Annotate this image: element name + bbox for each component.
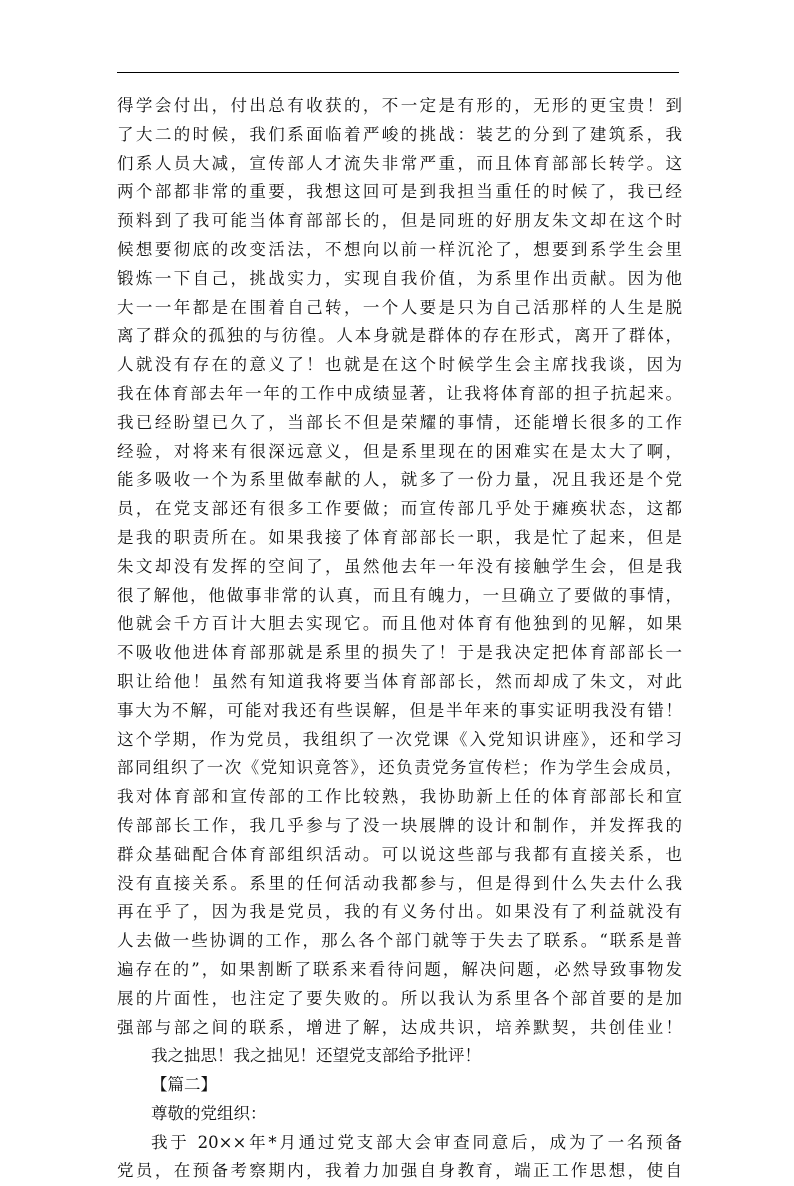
header-rule [117, 72, 679, 73]
text-line: 经验，对将来有很深远意义，但是系里现在的困难实在是太大了啊， [117, 441, 682, 461]
text-line: 遍存在的”，如果割断了联系来看待问题，解决问题，必然导致事物发 [117, 959, 682, 979]
text-line: 职让给他！虽然有知道我将要当体育部部长，然而却成了朱文，对此 [117, 671, 682, 691]
text-line: 能多吸收一个为系里做奉献的人，就多了一份力量，况且我还是个党 [117, 470, 682, 490]
text-line: 不吸收他进体育部那就是系里的损失了！于是我决定把体育部部长一 [117, 643, 682, 663]
text-line: 候想要彻底的改变活法，不想向以前一样沉沦了，想要到系学生会里 [117, 239, 682, 259]
text-line: 展的片面性，也注定了要失败的。所以我认为系里各个部首要的是加 [117, 988, 682, 1008]
text-line: 强部与部之间的联系，增进了解，达成共识，培养默契，共创佳业！ [117, 1017, 682, 1037]
section-heading: 【篇二】 [151, 1075, 217, 1095]
document-body [117, 92, 682, 1186]
text-line: 朱文却没有发挥的空间了，虽然他去年一年没有接触学生会，但是我 [117, 556, 682, 576]
text-line: 他就会千方百计大胆去实现它。而且他对体育有他独到的见解，如果 [117, 614, 682, 634]
text-line: 离了群众的孤独的与彷徨。人本身就是群体的存在形式，离开了群体， [117, 326, 682, 346]
text-line: 传部部长工作，我几乎参与了没一块展牌的设计和制作，并发挥我的 [117, 815, 682, 835]
text-line: 部同组织了一次《党知识竟答》，还负责党务宣传栏；作为学生会成员， [117, 758, 682, 778]
text-line: 我已经盼望已久了，当部长不但是荣耀的事情，还能增长很多的工作 [117, 412, 682, 432]
closing-line: 我之拙思！我之拙见！还望党支部给予批评！ [151, 1046, 481, 1066]
text-line: 们系人员大减，宣传部人才流失非常严重，而且体育部部长转学。这 [117, 153, 682, 173]
text-line: 我于 20××年*月通过党支部大会审查同意后，成为了一名预备 [151, 1132, 682, 1152]
text-line: 了大二的时候，我们系面临着严峻的挑战：装艺的分到了建筑系，我 [117, 124, 682, 144]
text-line: 没有直接关系。系里的任何活动我都参与，但是得到什么失去什么我 [117, 873, 682, 893]
text-line: 两个部都非常的重要，我想这回可是到我担当重任的时候了，我已经 [117, 182, 682, 202]
text-line: 预料到了我可能当体育部部长的，但是同班的好朋友朱文却在这个时 [117, 211, 682, 231]
text-line: 这个学期，作为党员，我组织了一次党课《入党知识讲座》，还和学习 [117, 729, 682, 749]
text-line: 人就没有存在的意义了！也就是在这个时候学生会主席找我谈，因为 [117, 355, 682, 375]
text-line: 群众基础配合体育部组织活动。可以说这些部与我都有直接关系，也 [117, 844, 682, 864]
text-line: 人去做一些协调的工作，那么各个部门就等于失去了联系。“联系是普 [117, 931, 682, 951]
text-line: 事大为不解，可能对我还有些误解，但是半年来的事实证明我没有错！ [117, 700, 682, 720]
text-line: 员，在党支部还有很多工作要做；而宣传部几乎处于瘫痪状态，这都 [117, 499, 682, 519]
text-line: 再在乎了，因为我是党员，我的有义务付出。如果没有了利益就没有 [117, 902, 682, 922]
text-line: 是我的职责所在。如果我接了体育部部长一职，我是忙了起来，但是 [117, 527, 682, 547]
paragraph-2 [117, 1129, 682, 1186]
text-line: 大一一年都是在围着自己转，一个人要是只为自己活那样的人生是脱 [117, 297, 682, 317]
text-line: 很了解他，他做事非常的认真，而且有魄力，一旦确立了要做的事情， [117, 585, 682, 605]
text-line: 得学会付出，付出总有收获的，不一定是有形的，无形的更宝贵！到 [117, 96, 682, 115]
salutation: 尊敬的党组织： [151, 1103, 267, 1123]
paragraph-1 [117, 92, 682, 1042]
text-line: 党员，在预备考察期内，我着力加强自身教育，端正工作思想，使自 [117, 1161, 682, 1181]
text-line: 我对体育部和宣传部的工作比较熟，我协助新上任的体育部部长和宣 [117, 787, 682, 807]
text-line: 锻炼一下自己，挑战实力，实现自我价值，为系里作出贡献。因为他 [117, 268, 682, 288]
text-line: 我在体育部去年一年的工作中成绩显著，让我将体育部的担子抗起来。 [117, 383, 682, 403]
